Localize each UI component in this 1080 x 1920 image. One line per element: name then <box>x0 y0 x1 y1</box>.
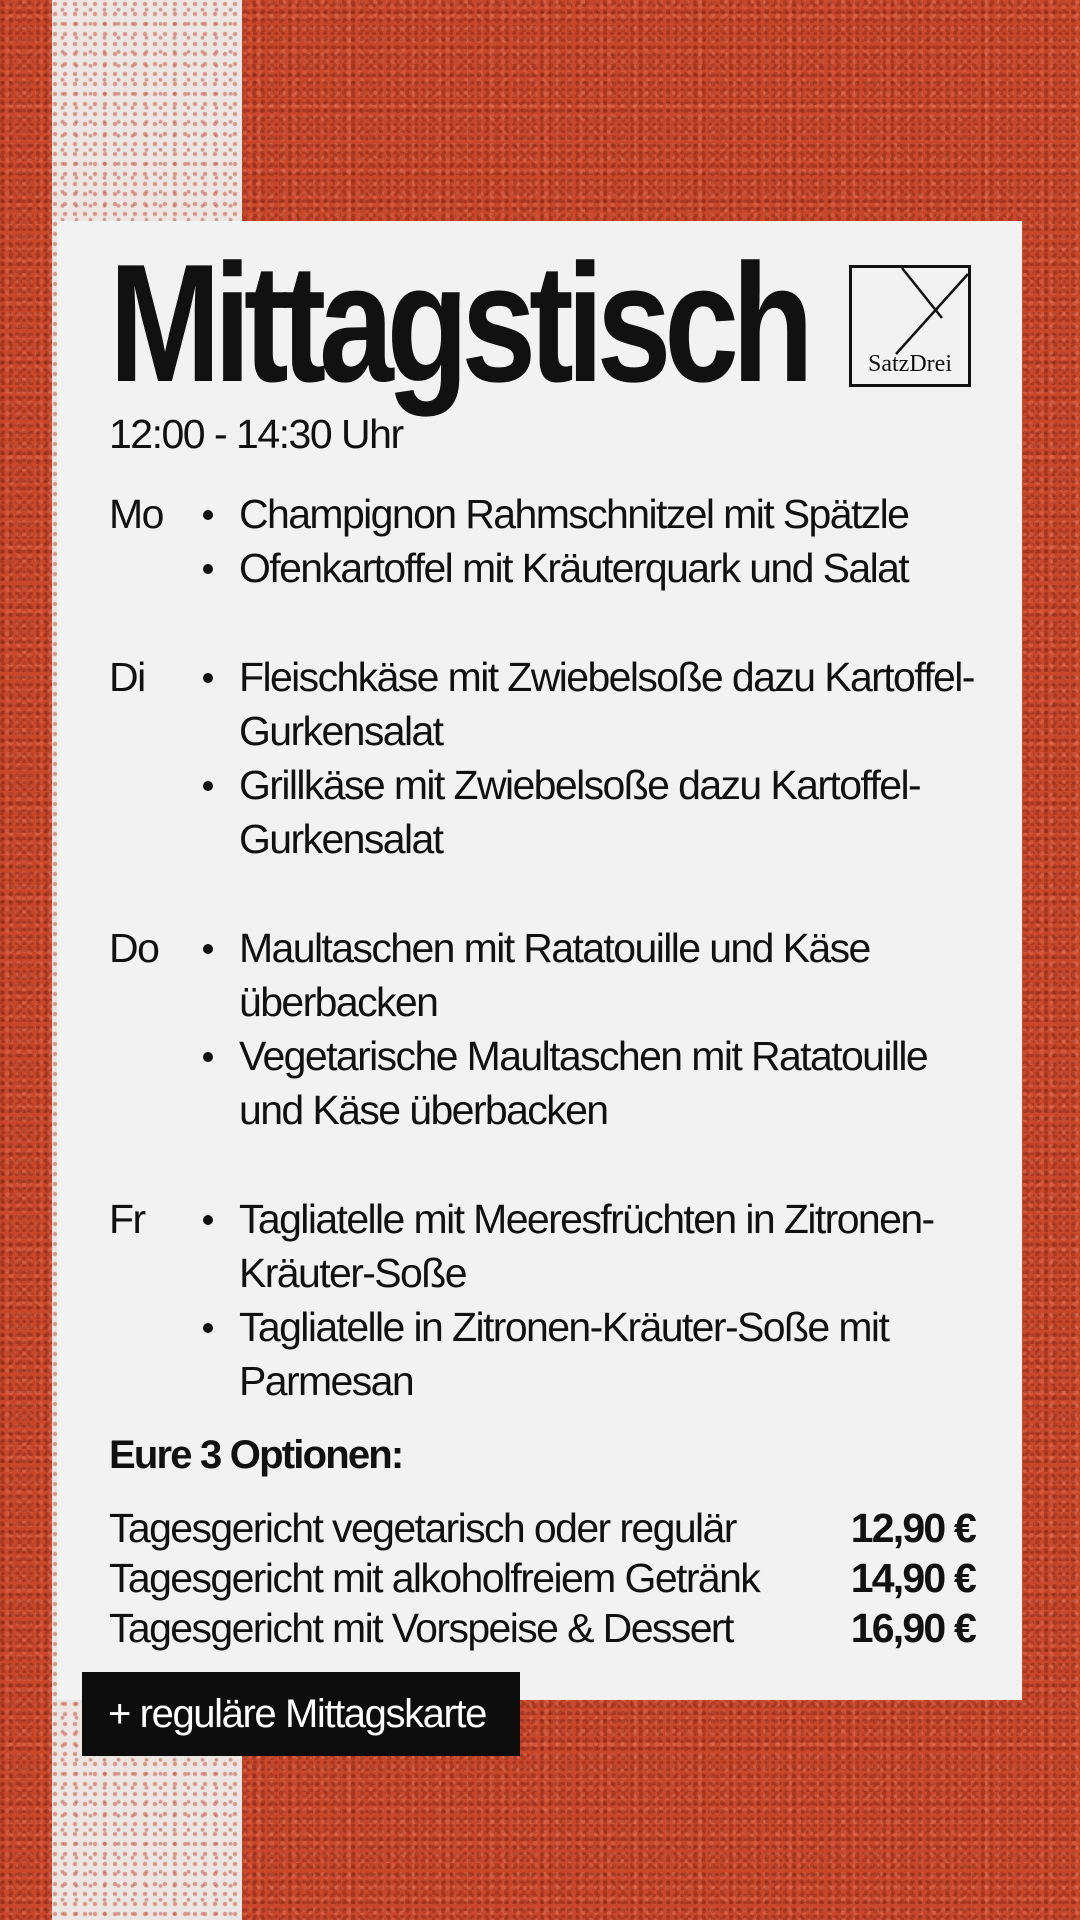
logo-text: SatzDrei <box>868 351 952 377</box>
dish-list <box>199 921 979 1137</box>
opening-hours: 12:00 - 14:30 Uhr <box>109 411 403 457</box>
dish-list <box>199 650 979 866</box>
price-row <box>109 1503 975 1553</box>
dish-item: Fleischkäse mit Zwiebelsoße dazu Kartoffel-Gurkensalat <box>199 650 979 758</box>
price-row <box>109 1553 975 1603</box>
menu-card <box>57 221 1022 1700</box>
dish-item: Grillkäse mit Zwiebelsoße dazu Kartoffel-Gurkensalat <box>199 758 979 866</box>
satzdrei-logo <box>849 265 971 387</box>
option-price: 14,90 € <box>850 1555 975 1601</box>
page-title: Mittagstisch <box>109 229 807 417</box>
option-label: Tagesgericht vegetarisch oder regulär <box>109 1505 736 1551</box>
option-price: 12,90 € <box>850 1505 975 1551</box>
option-price: 16,90 € <box>850 1605 975 1651</box>
day-label: Do <box>109 925 159 971</box>
dish-item: Vegetarische Maultaschen mit Ratatouille und Käse überbacken <box>199 1029 979 1137</box>
dish-item: Maultaschen mit Ratatouille und Käse überbacken <box>199 921 979 1029</box>
day-label: Mo <box>109 491 163 537</box>
day-label: Fr <box>109 1196 145 1242</box>
dish-item: Tagliatelle in Zitronen-Kräuter-Soße mit Parmesan <box>199 1300 979 1408</box>
option-label: Tagesgericht mit Vorspeise & Dessert <box>109 1605 733 1651</box>
day-thursday <box>109 921 979 1137</box>
dish-item: Tagliatelle mit Meeresfrüchten in Zitronen-Kräuter-Soße <box>199 1192 979 1300</box>
day-label: Di <box>109 654 145 700</box>
option-label: Tagesgericht mit alkoholfreiem Getränk <box>109 1555 760 1601</box>
options-title: Eure 3 Optionen: <box>109 1433 403 1477</box>
weekly-menu <box>109 487 979 1463</box>
day-friday <box>109 1192 979 1408</box>
price-row <box>109 1603 975 1653</box>
regular-menu-button[interactable]: + reguläre Mittagskarte <box>82 1672 520 1756</box>
price-options <box>109 1503 975 1653</box>
dish-item: Ofenkartoffel mit Kräuterquark und Salat <box>199 541 979 595</box>
day-monday <box>109 487 979 595</box>
day-tuesday <box>109 650 979 866</box>
dish-item: Champignon Rahmschnitzel mit Spätzle <box>199 487 979 541</box>
dish-list <box>199 487 979 595</box>
dish-list <box>199 1192 979 1408</box>
